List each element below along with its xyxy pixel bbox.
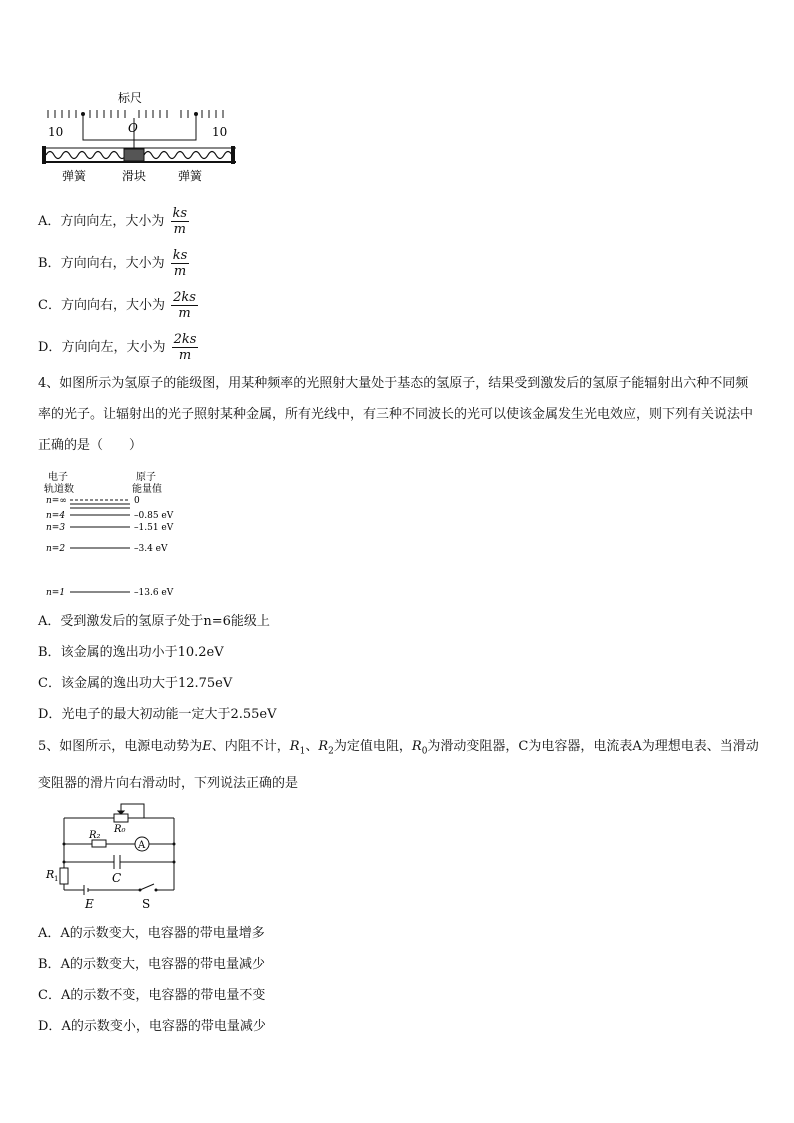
- ruler-right-tick: 10: [212, 125, 228, 139]
- q3-option-d[interactable]: D．方向向左，大小为 $\frac{2ks}{m}$: [38, 332, 197, 363]
- fraction: $\frac{ks}{m}$: [172, 206, 188, 237]
- col2-line2: 能量值: [132, 484, 162, 495]
- level-label: n=4: [46, 511, 66, 521]
- fraction: $\frac{2ks}{m}$: [173, 332, 197, 363]
- emf-label: E: [85, 897, 94, 911]
- level-energy: –13.6 eV: [134, 588, 174, 598]
- r0-label: R₀: [114, 824, 126, 835]
- q3-option-a[interactable]: A．方向向左，大小为 $\frac{ks}{m}$: [38, 206, 188, 237]
- level-label: n=2: [46, 544, 66, 554]
- q5-option-d[interactable]: D．A的示数变小，电容器的带电量减少: [38, 1019, 266, 1034]
- q5-stem: 5、如图所示，电源电动势为E、内阻不计，$R_1$、$R_2$为定值电阻，$R_0$为滑动变阻器，C为电容器，电流表A为理想电表、当滑动变阻器的滑片向右滑动时，下列说法正确的是: [38, 739, 759, 791]
- q4-option-c[interactable]: C．该金属的逸出功大于12.75eV: [38, 676, 233, 691]
- ammeter-label: A: [138, 840, 146, 851]
- ruler-spring-figure: [38, 88, 248, 188]
- fraction: $\frac{2ks}{m}$: [173, 290, 196, 321]
- switch-label: S: [142, 897, 151, 911]
- circuit-diagram: [44, 800, 194, 912]
- level-energy: –1.51 eV: [134, 523, 174, 533]
- energy-level-diagram: [44, 470, 214, 600]
- spring-right-label: 弹簧: [178, 169, 203, 183]
- r1-sub: 1: [54, 875, 59, 883]
- r2-label: R₂: [89, 830, 101, 841]
- q5-option-a[interactable]: A．A的示数变大，电容器的带电量增多: [38, 926, 265, 941]
- slider-label: 滑块: [122, 169, 147, 183]
- level-energy: –3.4 eV: [134, 544, 168, 554]
- level-label: n=3: [46, 523, 66, 533]
- col2-line1: 原子: [136, 472, 156, 483]
- q4-option-b[interactable]: B．该金属的逸出功小于10.2eV: [38, 645, 224, 660]
- ruler-center-tick: O: [128, 121, 138, 135]
- fraction: $\frac{ks}{m}$: [172, 248, 188, 279]
- r1-label: R: [46, 868, 55, 881]
- level-label: n=∞: [46, 496, 67, 506]
- col1-line1: 电子: [48, 472, 68, 483]
- ruler-label: 标尺: [118, 91, 143, 105]
- spring-left-label: 弹簧: [62, 169, 87, 183]
- q4-option-d[interactable]: D．光电子的最大初动能一定大于2.55eV: [38, 707, 277, 722]
- ruler-left-tick: 10: [48, 125, 64, 139]
- q4-stem: 4、如图所示为氢原子的能级图，用某种频率的光照射大量处于基态的氢原子，结果受到激发后的氢原子能辐射出六种不同频率的光子。让辐射出的光子照射某种金属，所有光线中，有三种不同波长的光可以使该金属发生光电效应，则下列有关说法中正确的是（ ）: [38, 376, 754, 453]
- level-label: n=1: [46, 588, 66, 598]
- col1-line2: 轨道数: [44, 484, 74, 495]
- capacitor-label: C: [112, 871, 122, 885]
- q4-option-a[interactable]: A．受到激发后的氢原子处于n=6能级上: [38, 614, 270, 629]
- q5-option-c[interactable]: C．A的示数不变，电容器的带电量不变: [38, 988, 266, 1003]
- q3-option-c[interactable]: C．方向向右，大小为 $\frac{2ks}{m}$: [38, 290, 196, 321]
- level-energy: –0.85 eV: [134, 511, 174, 521]
- level-energy: 0: [134, 496, 140, 506]
- q5-option-b[interactable]: B．A的示数变大，电容器的带电量减少: [38, 957, 265, 972]
- q3-option-b[interactable]: B．方向向右，大小为 $\frac{ks}{m}$: [38, 248, 188, 279]
